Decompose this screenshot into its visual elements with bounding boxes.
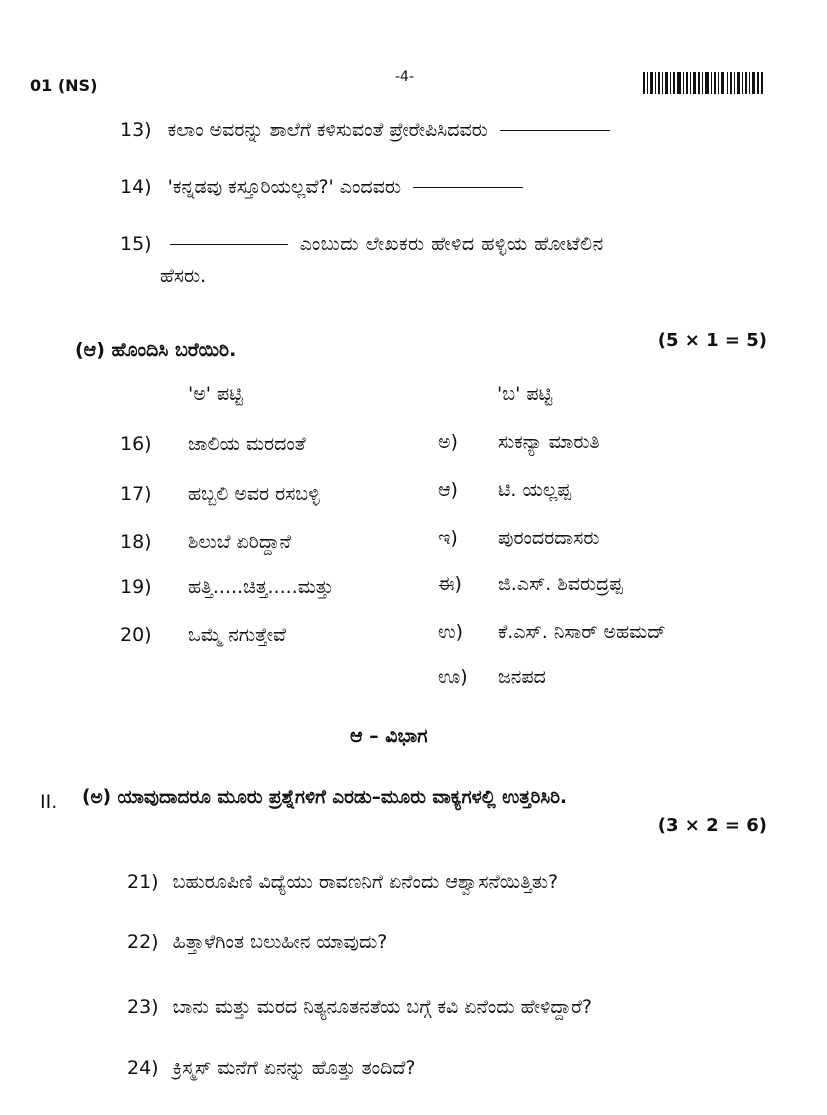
- item-text: ಹತ್ತಿ.....ಚಿತ್ತ.....ಮತ್ತು: [188, 576, 334, 598]
- paper-code: 01 (NS): [30, 76, 98, 95]
- answer-blank: [413, 187, 523, 188]
- question-13: [120, 118, 616, 142]
- item-key: ಊ): [438, 666, 468, 688]
- question-14: [120, 175, 529, 199]
- part-two-marks: (3 × 2 = 6): [657, 815, 767, 836]
- question-text: ಎಂಬುದು ಲೇಖಕರು ಹೇಳಿದ ಹಳ್ಳಿಯ ಹೋಟೆಲಿನ: [299, 233, 604, 255]
- item-key: ಈ): [438, 573, 462, 595]
- page-number: -4-: [395, 69, 415, 85]
- question-21: [127, 870, 558, 894]
- column-b-item: [438, 620, 666, 644]
- question-15-continued: ಹೆಸರು.: [160, 265, 207, 287]
- column-a-item: [120, 482, 320, 506]
- item-text: ಪುರಂದರದಾಸರು: [498, 527, 600, 549]
- item-text: ಕೆ.ಎಸ್. ನಿಸಾರ್ ಅಹಮದ್: [498, 621, 666, 643]
- answer-blank: [170, 244, 288, 245]
- item-text: ಜಿ.ಎಸ್. ಶಿವರುದ್ರಪ್ಪ: [498, 573, 623, 595]
- column-b-item: [438, 572, 623, 596]
- answer-blank: [500, 130, 610, 131]
- item-text: ಜಾಲಿಯ ಮರದಂತೆ: [188, 433, 306, 455]
- item-key: ಉ): [438, 621, 464, 643]
- question-text: ಬಾನು ಮತ್ತು ಮರದ ನಿತ್ಯನೂತನತೆಯ ಬಗ್ಗೆ ಕವಿ ಏನೆಂದು ಹೇಳಿದ್ದಾರೆ?: [172, 996, 593, 1018]
- question-number: 22): [127, 931, 159, 953]
- barcode-icon: [643, 72, 763, 94]
- column-b-item: [438, 430, 600, 454]
- column-a-item: [120, 623, 286, 647]
- column-b-item: [438, 526, 599, 550]
- column-b-header: 'ಬ' ಪಟ್ಟಿ: [497, 383, 553, 405]
- column-b-item: [438, 478, 571, 502]
- question-24: [127, 1056, 416, 1080]
- part-two-roman: II.: [40, 791, 58, 813]
- item-key: ಇ): [438, 527, 458, 549]
- item-text: ಒಮ್ಮೆ ನಗುತ್ತೇವೆ: [188, 624, 286, 646]
- match-section-label: (ಆ) ಹೊಂದಿಸಿ ಬರೆಯಿರಿ.: [75, 339, 237, 361]
- item-number: 16): [120, 433, 152, 455]
- column-a-item: [120, 575, 334, 599]
- question-22: [127, 930, 387, 954]
- item-text: ಸುಕನ್ಯಾ ಮಾರುತಿ: [498, 431, 600, 453]
- item-number: 17): [120, 483, 152, 505]
- question-number: 13): [120, 119, 152, 141]
- item-number: 19): [120, 576, 152, 598]
- item-text: ಶಿಲುಬೆ ಏರಿದ್ದಾನೆ: [188, 531, 291, 553]
- question-text: ಬಹುರೂಪಿಣಿ ವಿದ್ಯೆಯು ರಾವಣನಿಗೆ ಏನೆಂದು ಆಶ್ವಾಸನೆಯಿತ್ತಿತು?: [172, 871, 559, 893]
- item-text: ಜನಪದ: [498, 666, 546, 688]
- question-number: 23): [127, 996, 159, 1018]
- question-text: ಹಿತ್ತಾಳೆಗಿಂತ ಬಲುಹೀನ ಯಾವುದು?: [172, 931, 388, 953]
- question-23: [127, 995, 592, 1019]
- question-text: ಕ್ರಿಸ್ಮಸ್ ಮನೆಗೆ ಏನನ್ನು ಹೊತ್ತು ತಂದಿದೆ?: [172, 1057, 416, 1079]
- question-text: ಕಲಾಂ ಅವರನ್ನು ಶಾಲೆಗೆ ಕಳಿಸುವಂತೆ ಪ್ರೇರೇಪಿಸಿದವರು: [167, 119, 488, 141]
- item-key: ಅ): [438, 431, 458, 453]
- item-number: 18): [120, 531, 152, 553]
- item-number: 20): [120, 624, 152, 646]
- item-text: ಟಿ. ಯಲ್ಲಪ್ಪ: [498, 479, 572, 501]
- question-15: [120, 232, 604, 256]
- column-a-item: [120, 530, 291, 554]
- column-b-item: [438, 665, 546, 689]
- column-a-item: [120, 432, 306, 456]
- match-section-marks: (5 × 1 = 5): [657, 330, 767, 351]
- question-number: 15): [120, 233, 152, 255]
- question-number: 14): [120, 176, 152, 198]
- part-two-label: (ಅ) ಯಾವುದಾದರೂ ಮೂರು ಪ್ರಶ್ನೆಗಳಿಗೆ ಎರಡು–ಮೂರು ವಾಕ್ಯಗಳಲ್ಲಿ ಉತ್ತರಿಸಿರಿ.: [82, 787, 568, 808]
- item-key: ಆ): [438, 479, 458, 501]
- question-number: 21): [127, 871, 159, 893]
- item-text: ಹಬ್ಬಲಿ ಅವರ ರಸಬಳ್ಳಿ: [188, 483, 320, 505]
- column-a-header: 'ಅ' ಪಟ್ಟಿ: [188, 383, 243, 405]
- question-text: 'ಕನ್ನಡವು ಕಸ್ತೂರಿಯಲ್ಲವೆ?' ಎಂದವರು: [167, 176, 401, 198]
- question-number: 24): [127, 1057, 159, 1079]
- section-title: ಆ – ವಿಭಾಗ: [350, 725, 428, 747]
